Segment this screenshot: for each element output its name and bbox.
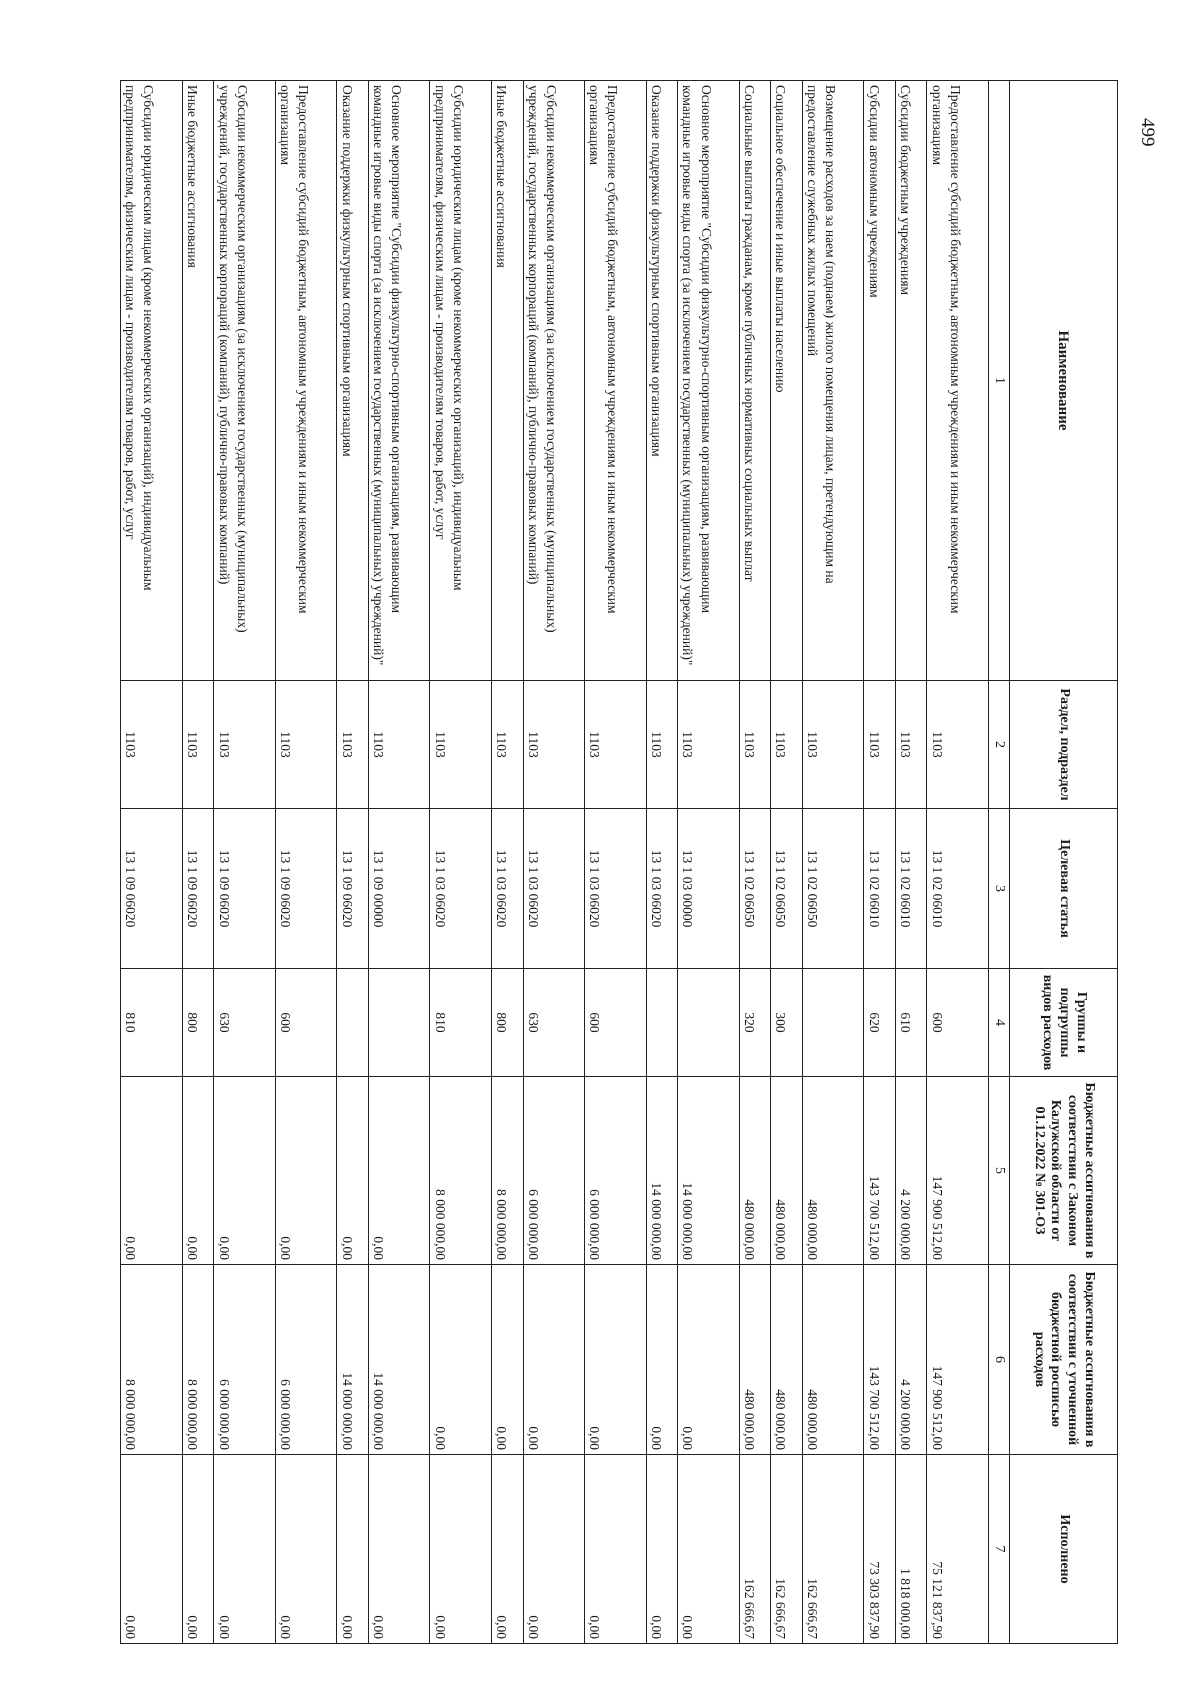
cell-section: 1103 xyxy=(646,681,678,809)
cell-name: Предоставление субсидий бюджетным, автономным учреждениям и иным некоммерческим организациям xyxy=(927,81,989,681)
header-groups: Группы и подгруппы видов расходов xyxy=(1010,969,1118,1077)
cell-budget-refined: 6 000 000,00 xyxy=(214,1265,276,1455)
cell-name: Предоставление субсидий бюджетным, автономным учреждениям и иным некоммерческим организациям xyxy=(275,81,337,681)
cell-section: 1103 xyxy=(802,681,864,809)
cell-group: 610 xyxy=(895,969,927,1077)
cell-target: 13 1 03 06020 xyxy=(430,809,492,969)
table-row xyxy=(121,81,183,1644)
cell-budget-refined: 0,00 xyxy=(523,1265,585,1455)
cell-target: 13 1 02 06050 xyxy=(739,809,771,969)
cell-budget-law: 0,00 xyxy=(121,1077,183,1265)
cell-section: 1103 xyxy=(491,681,523,809)
cell-executed: 162 666,67 xyxy=(739,1455,771,1644)
table-row xyxy=(678,81,740,1644)
cell-target: 13 1 09 06020 xyxy=(337,809,369,969)
cell-budget-law: 0,00 xyxy=(275,1077,337,1265)
cell-budget-refined: 14 000 000,00 xyxy=(337,1265,369,1455)
cell-executed: 0,00 xyxy=(491,1455,523,1644)
cell-budget-refined: 0,00 xyxy=(646,1265,678,1455)
cell-target: 13 1 02 06010 xyxy=(927,809,989,969)
cell-section: 1103 xyxy=(121,681,183,809)
cell-budget-refined: 147 900 512,00 xyxy=(927,1265,989,1455)
cell-group: 300 xyxy=(771,969,803,1077)
table-row xyxy=(182,81,214,1644)
cell-name: Основное мероприятие "Субсидии физкультурно-спортивным организациям, развивающим командные игровые виды спорта (за исключением государственных (муниципальных) учреждений)" xyxy=(678,81,740,681)
cell-budget-law: 480 000,00 xyxy=(771,1077,803,1265)
cell-budget-law: 6 000 000,00 xyxy=(523,1077,585,1265)
table-row xyxy=(802,81,864,1644)
column-index: 1 xyxy=(989,81,1010,681)
cell-target: 13 1 02 06010 xyxy=(864,809,896,969)
cell-budget-refined: 8 000 000,00 xyxy=(121,1265,183,1455)
cell-executed: 0,00 xyxy=(523,1455,585,1644)
cell-target: 13 1 09 06020 xyxy=(214,809,276,969)
cell-budget-refined: 143 700 512,00 xyxy=(864,1265,896,1455)
header-section: Раздел, подраздел xyxy=(1010,681,1118,809)
cell-executed: 0,00 xyxy=(430,1455,492,1644)
cell-target: 13 1 03 06020 xyxy=(523,809,585,969)
cell-name: Предоставление субсидий бюджетным, автономным учреждениям и иным некоммерческим организациям xyxy=(585,81,647,681)
table-row xyxy=(739,81,771,1644)
table-row xyxy=(585,81,647,1644)
cell-name: Субсидии бюджетным учреждениям xyxy=(895,81,927,681)
table-row xyxy=(927,81,989,1644)
cell-executed: 0,00 xyxy=(678,1455,740,1644)
cell-target: 13 1 09 06020 xyxy=(121,809,183,969)
cell-target: 13 1 09 06020 xyxy=(182,809,214,969)
cell-budget-refined: 14 000 000,00 xyxy=(368,1265,430,1455)
cell-group: 810 xyxy=(121,969,183,1077)
cell-section: 1103 xyxy=(739,681,771,809)
column-index: 4 xyxy=(989,969,1010,1077)
budget-table xyxy=(120,80,1118,1644)
column-index: 2 xyxy=(989,681,1010,809)
cell-budget-law: 14 000 000,00 xyxy=(646,1077,678,1265)
table-row xyxy=(368,81,430,1644)
cell-group: 320 xyxy=(739,969,771,1077)
cell-target: 13 1 02 06010 xyxy=(895,809,927,969)
cell-target: 13 1 03 06020 xyxy=(646,809,678,969)
cell-name: Оказание поддержки физкультурным спортивным организациям xyxy=(646,81,678,681)
cell-name: Субсидии автономным учреждениям xyxy=(864,81,896,681)
cell-group xyxy=(646,969,678,1077)
cell-budget-law: 0,00 xyxy=(182,1077,214,1265)
cell-budget-law: 4 200 000,00 xyxy=(895,1077,927,1265)
cell-budget-law: 147 900 512,00 xyxy=(927,1077,989,1265)
cell-section: 1103 xyxy=(585,681,647,809)
table-row xyxy=(895,81,927,1644)
cell-group: 630 xyxy=(523,969,585,1077)
cell-section: 1103 xyxy=(678,681,740,809)
cell-section: 1103 xyxy=(771,681,803,809)
cell-executed: 0,00 xyxy=(121,1455,183,1644)
table-row xyxy=(523,81,585,1644)
cell-name: Субсидии юридическим лицам (кроме некоммерческих организаций), индивидуальным предпринимателям, физическим лицам - производителям товаров, работ, услуг xyxy=(121,81,183,681)
cell-budget-law: 8 000 000,00 xyxy=(491,1077,523,1265)
cell-budget-refined: 480 000,00 xyxy=(739,1265,771,1455)
cell-executed: 0,00 xyxy=(182,1455,214,1644)
cell-group: 810 xyxy=(430,969,492,1077)
cell-target: 13 1 03 06020 xyxy=(491,809,523,969)
cell-group xyxy=(368,969,430,1077)
header-name: Наименование xyxy=(1010,81,1118,681)
cell-name: Социальное обеспечение и иные выплаты населению xyxy=(771,81,803,681)
cell-section: 1103 xyxy=(275,681,337,809)
cell-budget-law: 480 000,00 xyxy=(739,1077,771,1265)
cell-section: 1103 xyxy=(523,681,585,809)
cell-budget-law: 6 000 000,00 xyxy=(585,1077,647,1265)
header-target: Целевая статья xyxy=(1010,809,1118,969)
cell-target: 13 1 09 00000 xyxy=(368,809,430,969)
table-row xyxy=(771,81,803,1644)
cell-group xyxy=(337,969,369,1077)
cell-budget-refined: 4 200 000,00 xyxy=(895,1265,927,1455)
cell-executed: 162 666,67 xyxy=(802,1455,864,1644)
cell-budget-refined: 0,00 xyxy=(491,1265,523,1455)
cell-executed: 0,00 xyxy=(275,1455,337,1644)
cell-group: 600 xyxy=(927,969,989,1077)
cell-budget-law: 480 000,00 xyxy=(802,1077,864,1265)
cell-section: 1103 xyxy=(927,681,989,809)
cell-section: 1103 xyxy=(214,681,276,809)
cell-budget-refined: 0,00 xyxy=(430,1265,492,1455)
cell-executed: 1 818 000,00 xyxy=(895,1455,927,1644)
cell-target: 13 1 03 00000 xyxy=(678,809,740,969)
cell-budget-law: 0,00 xyxy=(368,1077,430,1265)
cell-budget-law: 0,00 xyxy=(214,1077,276,1265)
cell-executed: 0,00 xyxy=(646,1455,678,1644)
cell-budget-law: 14 000 000,00 xyxy=(678,1077,740,1265)
cell-executed: 0,00 xyxy=(214,1455,276,1644)
cell-budget-refined: 6 000 000,00 xyxy=(275,1265,337,1455)
table-row xyxy=(214,81,276,1644)
table-row xyxy=(646,81,678,1644)
page-number: 499 xyxy=(1137,118,1158,147)
cell-budget-law: 143 700 512,00 xyxy=(864,1077,896,1265)
column-index: 7 xyxy=(989,1455,1010,1644)
cell-name: Основное мероприятие "Субсидии физкультурно-спортивным организациям, развивающим командные игровые виды спорта (за исключением государственных (муниципальных) учреждений)" xyxy=(368,81,430,681)
cell-budget-law: 8 000 000,00 xyxy=(430,1077,492,1265)
column-index: 5 xyxy=(989,1077,1010,1265)
cell-budget-refined: 0,00 xyxy=(678,1265,740,1455)
cell-name: Субсидии некоммерческим организациям (за исключением государственных (муниципальных) учреждений, государственных корпораций (компаний), публично-правовых компаний) xyxy=(523,81,585,681)
table-row xyxy=(491,81,523,1644)
cell-name: Субсидии юридическим лицам (кроме некоммерческих организаций), индивидуальным предпринимателям, физическим лицам - производителям товаров, работ, услуг xyxy=(430,81,492,681)
table-row xyxy=(430,81,492,1644)
cell-executed: 0,00 xyxy=(368,1455,430,1644)
cell-target: 13 1 03 06020 xyxy=(585,809,647,969)
table-row xyxy=(275,81,337,1644)
cell-section: 1103 xyxy=(337,681,369,809)
cell-budget-refined: 0,00 xyxy=(585,1265,647,1455)
cell-group: 600 xyxy=(275,969,337,1077)
cell-group xyxy=(802,969,864,1077)
cell-target: 13 1 02 06050 xyxy=(802,809,864,969)
cell-executed: 0,00 xyxy=(585,1455,647,1644)
cell-section: 1103 xyxy=(182,681,214,809)
cell-section: 1103 xyxy=(895,681,927,809)
header-executed: Исполнено xyxy=(1010,1455,1118,1644)
cell-name: Субсидии некоммерческим организациям (за исключением государственных (муниципальных) учреждений, государственных корпораций (компаний), публично-правовых компаний) xyxy=(214,81,276,681)
cell-section: 1103 xyxy=(430,681,492,809)
cell-name: Оказание поддержки физкультурным спортивным организациям xyxy=(337,81,369,681)
cell-budget-refined: 8 000 000,00 xyxy=(182,1265,214,1455)
cell-budget-refined: 480 000,00 xyxy=(802,1265,864,1455)
table-row xyxy=(337,81,369,1644)
header-budget-refined: Бюджетные ассигнования в соответствии с уточненной бюджетной росписью расходов xyxy=(1010,1265,1118,1455)
cell-executed: 0,00 xyxy=(337,1455,369,1644)
cell-group: 600 xyxy=(585,969,647,1077)
cell-section: 1103 xyxy=(864,681,896,809)
cell-executed: 73 303 837,90 xyxy=(864,1455,896,1644)
table-header-row xyxy=(1010,81,1118,1644)
cell-target: 13 1 02 06050 xyxy=(771,809,803,969)
cell-budget-refined: 480 000,00 xyxy=(771,1265,803,1455)
column-index-row xyxy=(989,81,1010,1644)
table-body xyxy=(121,81,989,1644)
cell-name: Возмещение расходов за наем (поднаем) жилого помещения лицам, претендующим на предоставление служебных жилых помещений xyxy=(802,81,864,681)
table-row xyxy=(864,81,896,1644)
column-index: 6 xyxy=(989,1265,1010,1455)
cell-name: Социальные выплаты гражданам, кроме публичных нормативных социальных выплат xyxy=(739,81,771,681)
cell-section: 1103 xyxy=(368,681,430,809)
cell-executed: 75 121 837,90 xyxy=(927,1455,989,1644)
budget-table-rotated xyxy=(120,80,1118,1643)
cell-group: 630 xyxy=(214,969,276,1077)
cell-group: 800 xyxy=(182,969,214,1077)
cell-name: Иные бюджетные ассигнования xyxy=(182,81,214,681)
cell-executed: 162 666,67 xyxy=(771,1455,803,1644)
cell-budget-law: 0,00 xyxy=(337,1077,369,1265)
cell-target: 13 1 09 06020 xyxy=(275,809,337,969)
cell-group: 800 xyxy=(491,969,523,1077)
header-budget-law: Бюджетные ассигнования в соответствии с Законом Калужской области от 01.12.2022 № 301-ОЗ xyxy=(1010,1077,1118,1265)
column-index: 3 xyxy=(989,809,1010,969)
cell-name: Иные бюджетные ассигнования xyxy=(491,81,523,681)
cell-group: 620 xyxy=(864,969,896,1077)
cell-group xyxy=(678,969,740,1077)
